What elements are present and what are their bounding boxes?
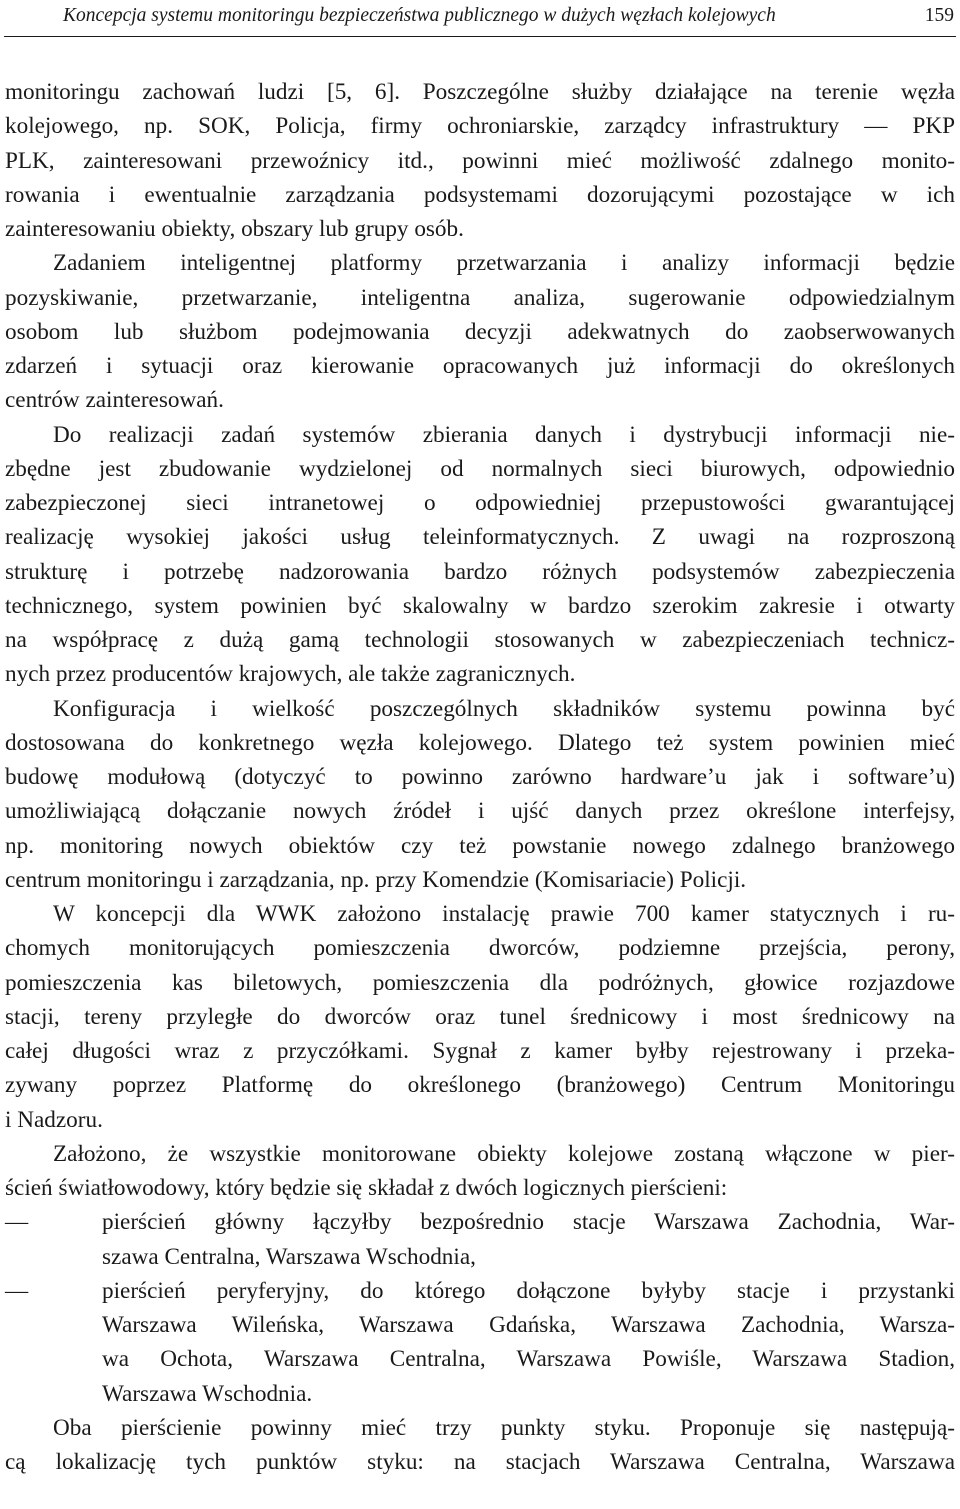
line-text: zdarzeń i sytuacji oraz kierowanie opracowanych już informacji do określonych	[5, 353, 955, 379]
page-number: 159	[924, 5, 954, 26]
text-line	[5, 520, 955, 554]
line-text: chomych monitorujących pomieszczenia dworców, podziemne przejścia, perony,	[5, 935, 955, 962]
line-text: nych przez producentów krajowych, ale także zagranicznych.	[5, 661, 576, 688]
running-header	[0, 0, 960, 36]
line-text: Założono, że wszystkie monitorowane obiekty kolejowe zostaną włączone w pier-	[53, 1140, 955, 1167]
line-text: technicznego, system powinien być skalowalny w bardzo szerokim zakresie i otwarty	[5, 592, 955, 619]
line-text: umożliwiającą dołączanie nowych źródeł i ujść danych przez określone interfejsy,	[5, 798, 955, 825]
line-text: centrum monitoringu i zarządzania, np. przy Komendzie (Komisariacie) Policji.	[5, 866, 747, 893]
running-header-title: Koncepcja systemu monitoringu bezpieczeństwa publicznego w dużych węzłach kolejowych	[63, 5, 776, 26]
line-text: zainteresowaniu obiekty, obszary lub grupy osób.	[5, 216, 464, 242]
text-line	[5, 863, 955, 897]
line-text: pierścień główny łączyłby bezpośrednio stacje Warszawa Zachodnia, War-	[102, 1209, 955, 1236]
line-text: cą lokalizację tych punktów styku: na stacjach Warszawa Centralna, Warszawa	[5, 1449, 955, 1475]
list-item-line	[5, 1240, 955, 1274]
text-line	[5, 692, 955, 726]
text-line	[5, 931, 955, 965]
text-line	[5, 418, 955, 452]
line-text: ścień światłowodowy, który będzie się składał z dwóch logicznych pierścieni:	[5, 1175, 728, 1201]
line-text: pozyskiwanie, przetwarzanie, inteligentna analiza, sugerowanie odpowiedzialnym	[5, 284, 955, 311]
header-rule	[4, 36, 956, 37]
text-line	[5, 555, 955, 589]
line-text: zbędne jest zbudowanie wydzielonej od normalnych sieci biurowych, odpowiednio	[5, 455, 955, 482]
text-line	[5, 1000, 955, 1034]
line-text: np. monitoring nowych obiektów czy też powstanie nowego zdalnego branżowego	[5, 832, 955, 859]
line-text: zywany poprzez Platformę do określonego (branżowego) Centrum Monitoringu	[5, 1072, 955, 1099]
line-text: Warszawa Wileńska, Warszawa Gdańska, Warszawa Zachodnia, Warsza-	[102, 1312, 955, 1338]
line-text: i Nadzoru.	[5, 1106, 103, 1133]
list-item-line	[5, 1308, 955, 1342]
line-text: Zadaniem inteligentnej platformy przetwarzania i analizy informacji będzie	[53, 250, 955, 277]
text-line	[5, 794, 955, 828]
text-line	[5, 1411, 955, 1445]
line-text: Warszawa Wschodnia.	[102, 1380, 313, 1407]
text-line	[5, 1445, 955, 1479]
text-line	[5, 178, 955, 212]
body-text	[5, 75, 955, 1479]
line-text: Oba pierścienie powinny mieć trzy punkty styku. Proponuje się następują-	[53, 1414, 955, 1441]
text-line	[5, 1137, 955, 1171]
line-text: pierścień peryferyjny, do którego dołączone byłyby stacje i przystanki	[102, 1277, 955, 1304]
line-text: dostosowana do konkretnego węzła kolejowego. Dlatego też system powinien mieć	[5, 729, 955, 756]
text-line	[5, 144, 955, 178]
text-line	[5, 349, 955, 383]
text-line	[5, 657, 955, 691]
line-text: Do realizacji zadań systemów zbierania danych i dystrybucji informacji nie-	[53, 421, 955, 448]
line-text: osobom lub służbom podejmowania decyzji adekwatnych do zaobserwowanych	[5, 318, 955, 345]
line-text: Konfiguracja i wielkość poszczególnych składników systemu powinna być	[53, 695, 955, 722]
text-line	[5, 383, 955, 417]
list-item-line	[5, 1205, 955, 1239]
text-line	[5, 589, 955, 623]
text-line	[5, 966, 955, 1000]
text-line	[5, 486, 955, 520]
line-text: rowania i ewentualnie zarządzania podsystemami dozorującymi pozostające w ich	[5, 181, 955, 208]
line-text: PLK, zainteresowani przewoźnicy itd., powinni mieć możliwość zdalnego monito-	[5, 147, 955, 174]
text-line	[5, 726, 955, 760]
line-text: strukturę i potrzebę nadzorowania bardzo różnych podsystemów zabezpieczenia	[5, 558, 955, 585]
text-line	[5, 1034, 955, 1068]
text-line	[5, 246, 955, 280]
line-text: W koncepcji dla WWK założono instalację prawie 700 kamer statycznych i ru-	[53, 901, 955, 927]
line-text: szawa Centralna, Warszawa Wschodnia,	[102, 1243, 476, 1270]
line-text: pomieszczenia kas biletowych, pomieszczenia dla podróżnych, głowice rozjazdowe	[5, 969, 955, 996]
line-text: monitoringu zachowań ludzi [5, 6]. Poszczególne służby działające na terenie węzła	[5, 79, 955, 105]
list-item-line	[5, 1377, 955, 1411]
list-item-line	[5, 1342, 955, 1376]
text-line	[5, 1103, 955, 1137]
line-text: wa Ochota, Warszawa Centralna, Warszawa Powiśle, Warszawa Stadion,	[102, 1346, 955, 1373]
line-text: na współpracę z dużą gamą technologii stosowanych w zabezpieczeniach technicz-	[5, 627, 955, 653]
text-line	[5, 1068, 955, 1102]
text-line	[5, 315, 955, 349]
line-text: stacji, tereny przyległe do dworców oraz tunel średnicowy i most średnicowy na	[5, 1003, 955, 1030]
text-line	[5, 75, 955, 109]
text-line	[5, 109, 955, 143]
text-line	[5, 829, 955, 863]
text-line	[5, 897, 955, 931]
list-item-line	[5, 1274, 955, 1308]
line-text: realizację wysokiej jakości usług teleinformatycznych. Z uwagi na rozproszoną	[5, 524, 955, 551]
text-line	[5, 452, 955, 486]
text-line	[5, 1171, 955, 1205]
line-text: całej długości wraz z przyczółkami. Sygnał z kamer byłby rejestrowany i przeka-	[5, 1038, 955, 1064]
text-line	[5, 281, 955, 315]
text-line	[5, 623, 955, 657]
line-text: kolejowego, np. SOK, Policja, firmy ochroniarskie, zarządcy infrastruktury — PKP	[5, 113, 955, 140]
text-line	[5, 760, 955, 794]
text-line	[5, 212, 955, 246]
line-text: budowę modułową (dotyczyć to powinno zarówno hardware’u jak i software’u)	[5, 764, 955, 790]
line-text: zabezpieczonej sieci intranetowej o odpowiedniej przepustowości gwarantującej	[5, 490, 955, 516]
list-dash: —	[5, 1209, 29, 1236]
list-dash: —	[5, 1277, 29, 1304]
line-text: centrów zainteresowań.	[5, 387, 224, 414]
